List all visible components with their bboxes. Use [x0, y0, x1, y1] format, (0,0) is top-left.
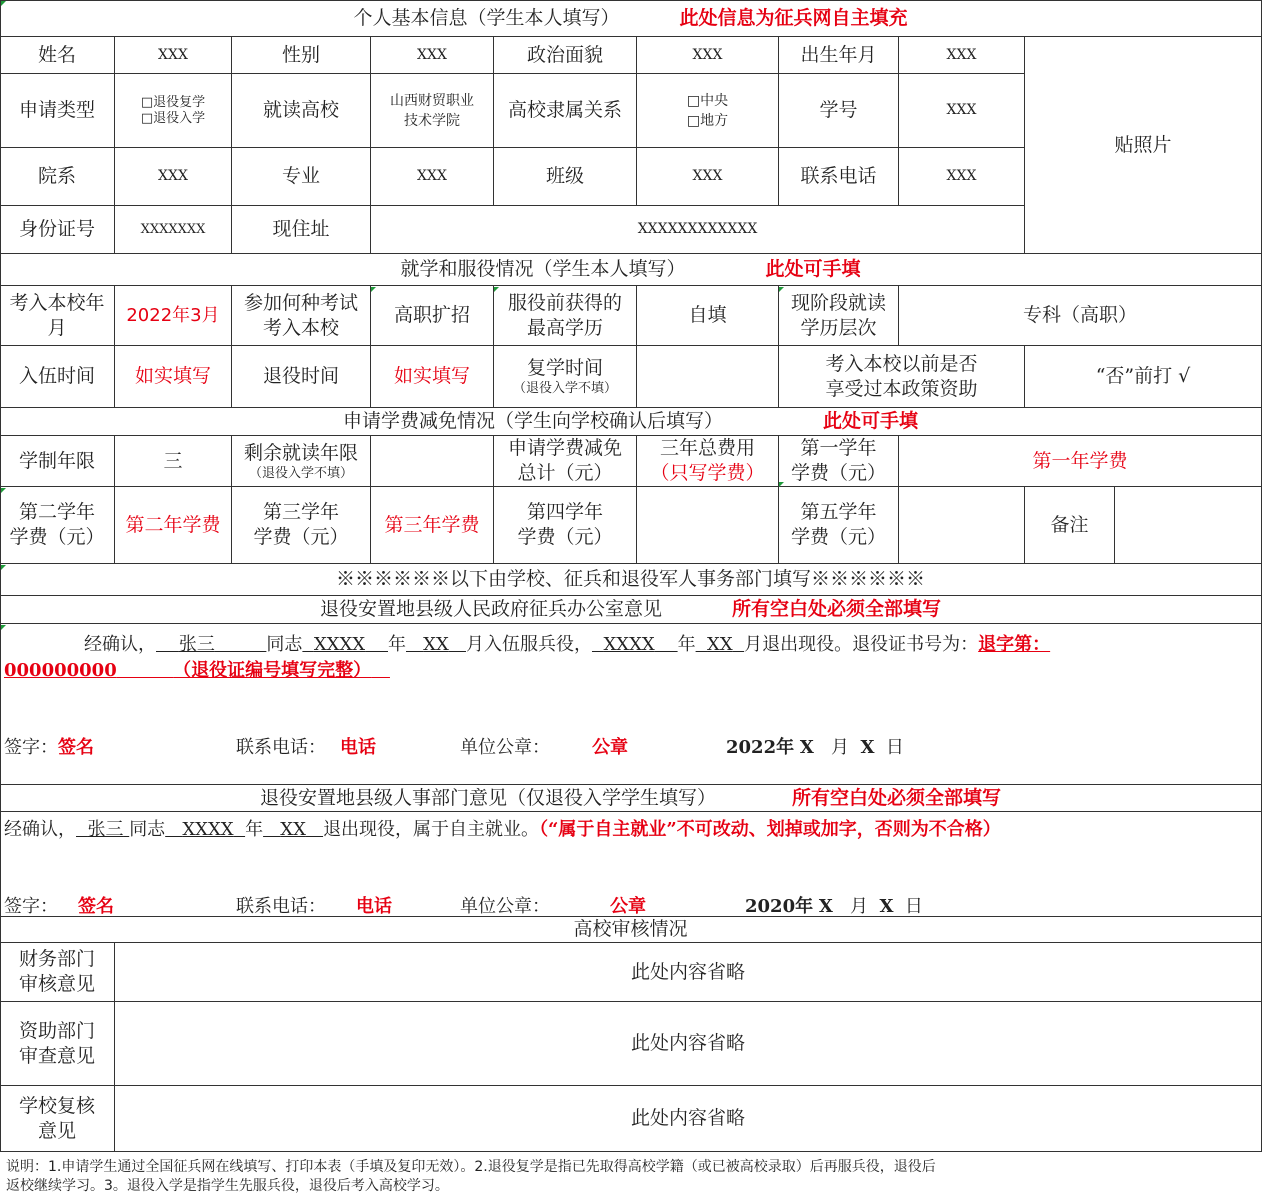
recruit-phone-value[interactable]: 电话 — [340, 737, 376, 758]
class-value[interactable]: XXX — [637, 148, 779, 206]
section-recruit-hint: 所有空白处必须全部填写 — [732, 598, 942, 620]
school-recheck-label — [0, 1086, 115, 1152]
recruit-cert-hint: （退役证编号填写完整） — [173, 660, 372, 681]
exam-type-label-line2: 考入本校 — [262, 316, 339, 339]
school-recheck-label-line2: 意见 — [37, 1119, 76, 1142]
fill-marker — [1, 1, 6, 6]
hr-phone-row — [236, 892, 392, 918]
total-reduction-label-line1: 申请学费减免 — [507, 437, 622, 459]
three-year-total-label-main: 三年总费用 — [659, 437, 755, 459]
hr-confirm-text: 经确认， — [4, 819, 76, 840]
hr-sign-value[interactable]: 签名 — [78, 896, 114, 917]
section-recruit-header — [0, 596, 1262, 624]
highest-edu-label — [494, 286, 637, 346]
hr-rest-text: 退出现役，属于自主就业。 — [323, 819, 540, 840]
recruit-leave-year: XXXX — [603, 634, 655, 655]
recruit-enlist-text: 月入伍服兵役， — [465, 634, 592, 655]
year3-fee-value[interactable]: 第三年学费 — [371, 487, 494, 564]
apply-type-options[interactable] — [115, 74, 232, 148]
enlist-time-label: 入伍时间 — [0, 346, 115, 408]
prior-aid-value[interactable]: “否”前打 √ — [1025, 346, 1262, 408]
year5-fee-label — [779, 487, 899, 564]
section-personal-hint: 此处信息为征兵网自主填充 — [679, 6, 908, 29]
recruit-phone-label: 联系电话： — [236, 737, 326, 758]
hr-name-field[interactable] — [76, 819, 129, 840]
class-label: 班级 — [494, 148, 637, 206]
address-label: 现住址 — [232, 206, 371, 254]
hr-day-text: 日 — [904, 896, 923, 917]
total-reduction-label-line2: 总计（元） — [517, 462, 613, 484]
apply-option-resume[interactable]: □退役复学 — [140, 94, 206, 110]
enlist-time-value[interactable]: 如实填写 — [115, 346, 232, 408]
apply-option-enroll[interactable]: □退役入学 — [140, 110, 206, 126]
recruit-sign-value[interactable]: 签名 — [58, 737, 94, 758]
aid-review-value[interactable]: 此处内容省略 — [115, 1002, 1262, 1086]
year4-fee-label-line2: 学费（元） — [517, 526, 613, 548]
recruit-enlist-month-field[interactable] — [406, 634, 466, 655]
section-personal-title: 个人基本信息（学生本人填写） — [353, 6, 620, 29]
hr-date-year: 2020年 — [745, 896, 814, 917]
hr-name: 张三 — [87, 819, 124, 840]
exam-type-label — [232, 286, 371, 346]
hr-statement-line — [4, 815, 1001, 841]
name-value[interactable]: XXX — [115, 37, 232, 74]
recruit-cert-number: 000000000 — [4, 660, 117, 681]
hr-date-month: X — [818, 896, 833, 917]
affiliation-option-local[interactable]: □地方 — [686, 112, 729, 129]
apply-type-label: 申请类型 — [0, 74, 115, 148]
hr-year-field[interactable] — [165, 819, 245, 840]
section-review-header: 高校审核情况 — [0, 917, 1262, 943]
hr-leave-year: XXXX — [182, 819, 234, 840]
aid-review-label-line2: 审查意见 — [18, 1044, 95, 1067]
year4-fee-label — [494, 487, 637, 564]
year3-fee-label-line2: 学费（元） — [253, 526, 349, 548]
year1-fee-value[interactable]: 第一年学费 — [899, 436, 1262, 487]
major-value[interactable]: XXX — [371, 148, 494, 206]
school-label: 就读高校 — [232, 74, 371, 148]
discharge-time-value[interactable]: 如实填写 — [371, 346, 494, 408]
hr-seal-label: 单位公章： — [460, 896, 550, 917]
prior-aid-label — [779, 346, 1025, 408]
hr-warning: （“属于自主就业”不可改动、划掉或加字，否则为不合格） — [539, 819, 1001, 840]
recruit-leave-year-field[interactable] — [592, 634, 678, 655]
hr-phone-label: 联系电话： — [236, 896, 326, 917]
program-years-label: 学制年限 — [0, 436, 115, 487]
id-number-value[interactable]: XXXXXXX — [115, 206, 232, 254]
recruit-leave-month: XX — [707, 634, 733, 655]
year1-fee-label-line2: 学费（元） — [790, 462, 886, 484]
year1-fee-label — [779, 436, 899, 487]
photo-area[interactable] — [1025, 37, 1262, 254]
fill-marker — [371, 287, 376, 292]
highest-edu-label-line2: 最高学历 — [526, 316, 603, 339]
id-number-label: 身份证号 — [0, 206, 115, 254]
recruit-cert-prefix: 退字第： — [978, 634, 1051, 655]
phone-label: 联系电话 — [779, 148, 899, 206]
hr-sign-row — [4, 892, 114, 918]
year5-fee-value[interactable] — [899, 487, 1025, 564]
recruit-name-field[interactable] — [156, 634, 266, 655]
fill-marker — [1, 625, 6, 630]
recruit-month-text: 月 — [830, 737, 849, 758]
recruit-date-month: X — [799, 737, 814, 758]
hr-date-day: X — [879, 896, 894, 917]
address-value[interactable]: XXXXXXXXXXXX — [371, 206, 1025, 254]
official-use-divider: ※※※※※※以下由学校、征兵和退役军人事务部门填写※※※※※※ — [0, 564, 1262, 596]
remaining-years-label — [232, 436, 371, 487]
year2-fee-value[interactable]: 第二年学费 — [115, 487, 232, 564]
school-value[interactable] — [371, 74, 494, 148]
hr-date-row[interactable] — [745, 892, 923, 918]
admit-date-label-line1: 考入本校年 — [9, 291, 105, 314]
recruit-leave-month-field[interactable] — [696, 634, 745, 655]
hr-seal-row — [460, 892, 646, 918]
year4-fee-value[interactable] — [637, 487, 779, 564]
fill-marker — [779, 287, 784, 292]
section-tuition-title: 申请学费减免情况（学生向学校确认后填写） — [342, 410, 723, 432]
recruit-enlist-month: XX — [423, 634, 449, 655]
finance-review-value[interactable]: 此处内容省略 — [115, 943, 1262, 1002]
remark-value[interactable] — [1115, 487, 1262, 564]
aid-review-label-line1: 资助部门 — [18, 1019, 95, 1042]
fill-marker — [1, 565, 6, 570]
remaining-years-note: （退役入学不填） — [248, 465, 353, 481]
hr-comrade-text: 同志 — [129, 819, 166, 840]
school-recheck-value[interactable]: 此处内容省略 — [115, 1086, 1262, 1152]
recruit-seal-row — [460, 733, 628, 759]
hr-month-field[interactable] — [263, 819, 323, 840]
affiliation-label: 高校隶属关系 — [494, 74, 637, 148]
gender-label: 性别 — [232, 37, 371, 74]
footnote — [6, 1158, 1256, 1196]
year2-fee-label-line2: 学费（元） — [9, 526, 105, 548]
section-personal-header — [0, 0, 1262, 37]
recruit-day-text: 日 — [885, 737, 904, 758]
hr-seal-value[interactable]: 公章 — [610, 896, 646, 917]
school-recheck-label-line1: 学校复核 — [18, 1094, 95, 1117]
admit-date-label-line2: 月 — [47, 316, 67, 339]
highest-edu-label-line1: 服役前获得的 — [507, 291, 622, 314]
edu-level-value[interactable]: 专科（高职） — [899, 286, 1262, 346]
hr-month-text: 月 — [849, 896, 868, 917]
student-no-value[interactable]: XXX — [899, 74, 1025, 148]
section-tuition-hint: 此处可手填 — [823, 410, 919, 432]
photo-label: 贴照片 — [1114, 133, 1172, 156]
remark-label: 备注 — [1025, 487, 1115, 564]
recruit-phone-row — [236, 733, 376, 759]
hr-year-text: 年 — [245, 819, 264, 840]
recruit-confirm-text: 经确认， — [84, 634, 156, 655]
school-value-line2: 技术学院 — [404, 112, 460, 129]
hr-sign-label: 签字： — [4, 896, 58, 917]
recruit-year-text: 年 — [388, 634, 406, 655]
year4-fee-label-line1: 第四学年 — [526, 501, 603, 523]
admit-date-value[interactable]: 2022年3月 — [115, 286, 232, 346]
recruit-date-row[interactable] — [726, 733, 904, 759]
recruit-seal-label: 单位公章： — [460, 737, 550, 758]
major-label: 专业 — [232, 148, 371, 206]
highest-edu-value[interactable]: 自填 — [637, 286, 779, 346]
political-status-value[interactable]: XXX — [637, 37, 779, 74]
admit-date-label — [0, 286, 115, 346]
recruit-name: 张三 — [178, 634, 215, 655]
political-status-label: 政治面貌 — [494, 37, 637, 74]
recruit-leave-text: 月退出现役。退役证书号为： — [744, 634, 979, 655]
section-study-title: 就学和服役情况（学生本人填写） — [400, 258, 686, 280]
affiliation-options[interactable] — [637, 74, 779, 148]
discharge-time-label: 退役时间 — [232, 346, 371, 408]
recruit-year-text-2: 年 — [677, 634, 696, 655]
recruit-enlist-year: XXXX — [313, 634, 366, 655]
year3-fee-label — [232, 487, 371, 564]
section-tuition-header — [0, 408, 1262, 436]
edu-level-label-line1: 现阶段就读 — [790, 291, 886, 314]
recruit-seal-value[interactable]: 公章 — [592, 737, 628, 758]
recruit-comrade-text: 同志 — [266, 634, 303, 655]
hr-leave-month: XX — [280, 819, 306, 840]
year1-fee-label-line1: 第一学年 — [800, 437, 877, 459]
finance-review-label — [0, 943, 115, 1002]
edu-level-label — [779, 286, 899, 346]
exam-type-label-line1: 参加何种考试 — [243, 291, 358, 314]
resume-time-label-main: 复学时间 — [526, 357, 603, 379]
section-hr-header — [0, 785, 1262, 812]
department-label: 院系 — [0, 148, 115, 206]
birth-date-label: 出生年月 — [779, 37, 899, 74]
section-study-hint: 此处可手填 — [765, 258, 861, 280]
year2-fee-label-line1: 第二学年 — [18, 501, 95, 523]
footnote-line2: 返校继续学习。3。退役入学是指学生先服兵役，退役后考入高校学习。 — [6, 1178, 449, 1194]
year3-fee-label-line1: 第三学年 — [262, 501, 339, 523]
gender-value[interactable]: XXX — [371, 37, 494, 74]
phone-value[interactable]: XXX — [899, 148, 1025, 206]
fill-marker — [1, 488, 6, 493]
recruit-sign-label: 签字： — [4, 737, 58, 758]
recruit-sign-row — [4, 733, 94, 759]
student-no-label: 学号 — [779, 74, 899, 148]
recruit-date-year: 2022年 — [726, 737, 795, 758]
remaining-years-label-main: 剩余就读年限 — [243, 441, 358, 464]
name-label: 姓名 — [0, 37, 115, 74]
finance-review-label-line1: 财务部门 — [18, 948, 95, 970]
recruit-enlist-year-field[interactable] — [302, 634, 388, 655]
hr-phone-value[interactable]: 电话 — [356, 896, 392, 917]
recruit-cert-number-field[interactable] — [4, 656, 390, 682]
birth-date-value[interactable]: XXX — [899, 37, 1025, 74]
exam-type-value[interactable]: 高职扩招 — [371, 286, 494, 346]
year5-fee-label-line1: 第五学年 — [800, 501, 877, 523]
fill-marker — [494, 287, 499, 292]
resume-time-value[interactable] — [637, 346, 779, 408]
section-hr-title: 退役安置地县级人事部门意见（仅退役入学学生填写） — [259, 786, 716, 809]
school-value-line1: 山西财贸职业 — [390, 92, 474, 109]
three-year-total-note: （只写学费） — [650, 462, 765, 484]
aid-review-label — [0, 1002, 115, 1086]
resume-time-note: （退役入学不填） — [512, 381, 617, 396]
section-study-header — [0, 254, 1262, 286]
section-recruit-title: 退役安置地县级人民政府征兵办公室意见 — [319, 598, 662, 620]
edu-level-label-line2: 学历层次 — [800, 316, 877, 339]
remaining-years-value[interactable] — [371, 436, 494, 487]
program-years-value[interactable]: 三 — [115, 436, 232, 487]
affiliation-option-central[interactable]: □中央 — [686, 92, 729, 109]
recruit-statement-line1 — [84, 630, 1050, 656]
footnote-line1: 说明：1.申请学生通过全国征兵网在线填写、打印本表（手填及复印无效）。2.退役复学是指已先取得高校学籍（或已被高校录取）后再服兵役，退役后 — [6, 1159, 936, 1175]
three-year-total-label — [637, 436, 779, 487]
resume-time-label — [494, 346, 637, 408]
prior-aid-label-line2: 享受过本政策资助 — [825, 377, 978, 400]
department-value[interactable]: XXX — [115, 148, 232, 206]
prior-aid-label-line1: 考入本校以前是否 — [825, 352, 978, 375]
year5-fee-label-line2: 学费（元） — [790, 526, 886, 548]
year2-fee-label — [0, 487, 115, 564]
recruit-date-day: X — [860, 737, 875, 758]
fill-marker — [779, 482, 784, 487]
section-hr-hint: 所有空白处必须全部填写 — [792, 786, 1002, 809]
total-reduction-label — [494, 436, 637, 487]
finance-review-label-line2: 审核意见 — [18, 973, 95, 995]
